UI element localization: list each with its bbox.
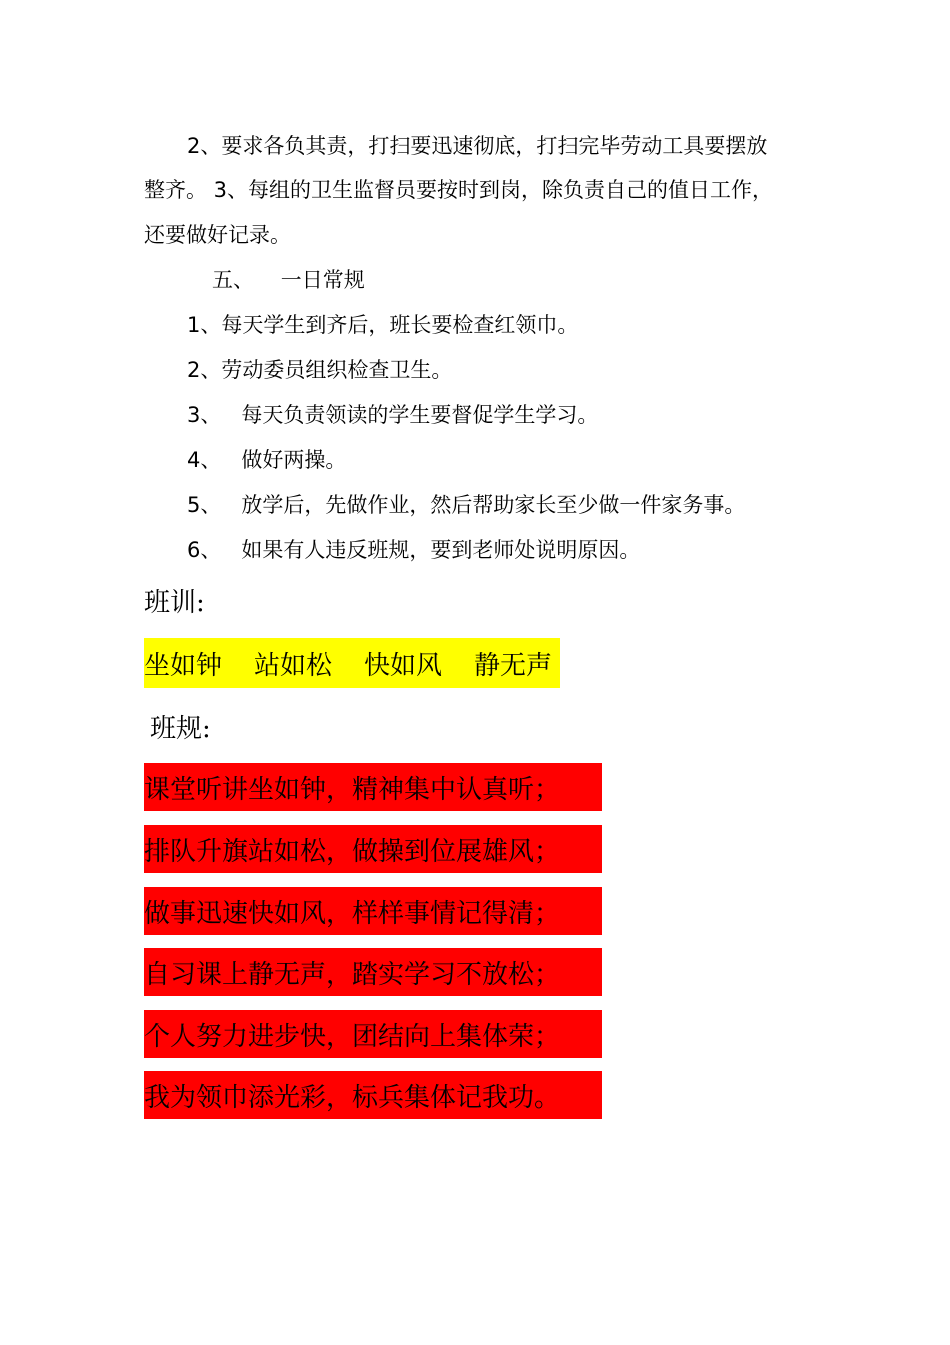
motto-phrase-2: 站如松 <box>254 650 333 681</box>
class-motto-heading: 班训: <box>144 588 205 618</box>
motto-phrase-4: 静无声 <box>474 650 553 681</box>
paragraph-line-2: 整齐。 3、每组的卫生监督员要按时到岗，除负责自己的值日工作， <box>144 178 774 202</box>
class-rule-line-1: 课堂听讲坐如钟，精神集中认真听； <box>144 763 602 811</box>
routine-item-3: 3、 每天负责领读的学生要督促学生学习。 <box>187 403 599 427</box>
class-rule-line-4: 自习课上静无声，踏实学习不放松； <box>144 948 602 996</box>
routine-item-5: 5、 放学后，先做作业，然后帮助家长至少做一件家务事。 <box>187 493 746 517</box>
motto-phrase-3: 快如风 <box>364 650 443 681</box>
routine-item-1: 1、每天学生到齐后，班长要检查红领巾。 <box>187 313 579 337</box>
routine-item-4: 4、 做好两操。 <box>187 448 347 472</box>
paragraph-line-1: 2、要求各负其责，打扫要迅速彻底，打扫完毕劳动工具要摆放 <box>187 134 768 158</box>
section-heading-daily-routine: 五、 一日常规 <box>212 268 365 292</box>
class-rule-line-3: 做事迅速快如风，样样事情记得清； <box>144 887 602 935</box>
class-rule-line-6: 我为领巾添光彩，标兵集体记我功。 <box>144 1071 602 1119</box>
motto-phrase-1: 坐如钟 <box>144 650 223 681</box>
routine-item-6: 6、 如果有人违反班规，要到老师处说明原因。 <box>187 538 641 562</box>
class-rules-heading: 班规: <box>150 714 211 744</box>
class-rule-line-2: 排队升旗站如松，做操到位展雄风； <box>144 825 602 873</box>
paragraph-line-3: 还要做好记录。 <box>144 223 291 247</box>
routine-item-2: 2、劳动委员组织检查卫生。 <box>187 358 453 382</box>
class-rule-line-5: 个人努力进步快，团结向上集体荣； <box>144 1010 602 1058</box>
class-motto-banner <box>144 638 560 688</box>
